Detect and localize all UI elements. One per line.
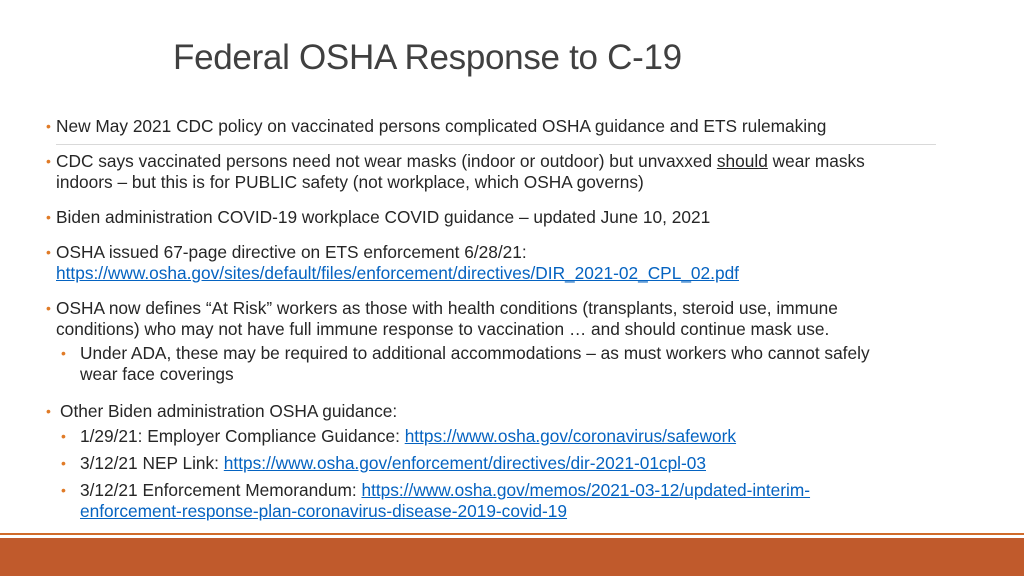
bullet-cdc-masks: • CDC says vaccinated persons need not wear masks (indoor or outdoor) but unvaxxed should wear masks indoors – but this is for PUBLIC safety (not workplace, which OSHA governs) xyxy=(46,151,865,192)
divider xyxy=(56,144,936,145)
safework-link[interactable]: https://www.osha.gov/coronavirus/safework xyxy=(404,426,737,446)
bullet-icon: • xyxy=(46,300,51,316)
sub-bullet-nep: • 3/12/21 NEP Link: https://www.osha.gov/enforcement/directives/dir-2021-01cpl-03 xyxy=(61,453,706,473)
nep-link[interactable]: https://www.osha.gov/enforcement/directives/dir-2021-01cpl-03 xyxy=(223,453,706,473)
bullet-icon: • xyxy=(46,403,51,419)
memorandum-link-continued[interactable]: enforcement-response-plan-coronavirus-disease-2019-covid-19 xyxy=(80,501,568,521)
bullet-icon: • xyxy=(46,244,51,260)
sub-bullet-memorandum: • 3/12/21 Enforcement Memorandum: https://www.osha.gov/memos/2021-03-12/updated-interim- enforcement-response-plan-coronavirus-disease-2019-covid-19 xyxy=(61,480,811,521)
bullet-icon: • xyxy=(61,428,66,444)
bullet-at-risk: • OSHA now defines “At Risk” workers as those with health conditions (transplants, steroid use, immune conditions) who may not have full immune response to vaccination … and should continue mask use. xyxy=(46,298,838,339)
bullet-icon: • xyxy=(46,118,51,134)
ets-directive-link[interactable]: https://www.osha.gov/sites/default/files/enforcement/directives/DIR_2021-02_CPL_02.pdf xyxy=(56,263,739,283)
sub-bullet-ada: • Under ADA, these may be required to additional accommodations – as must workers who cannot safely wear face coverings xyxy=(61,343,870,384)
bullet-biden-guidance: • Biden administration COVID-19 workplace COVID guidance – updated June 10, 2021 xyxy=(46,207,711,227)
bullet-icon: • xyxy=(61,482,66,498)
footer-accent-line xyxy=(0,533,1024,535)
memorandum-link[interactable]: https://www.osha.gov/memos/2021-03-12/updated-interim- xyxy=(361,480,811,500)
bullet-icon: • xyxy=(46,153,51,169)
bullet-icon: • xyxy=(61,455,66,471)
bullet-other-guidance: • Other Biden administration OSHA guidance: xyxy=(46,401,398,421)
footer-bar xyxy=(0,538,1024,576)
slide-title: Federal OSHA Response to C-19 xyxy=(173,38,682,77)
bullet-icon: • xyxy=(61,345,66,361)
bullet-ets-directive: • OSHA issued 67-page directive on ETS enforcement 6/28/21: https://www.osha.gov/sites/default/files/enforcement/directives/DIR_2021-02_CPL_02.pdf xyxy=(46,242,739,283)
bullet-icon: • xyxy=(46,209,51,225)
bullet-cdc-policy: • New May 2021 CDC policy on vaccinated persons complicated OSHA guidance and ETS rulemaking xyxy=(46,116,827,136)
sub-bullet-compliance: • 1/29/21: Employer Compliance Guidance: https://www.osha.gov/coronavirus/safework xyxy=(61,426,737,446)
